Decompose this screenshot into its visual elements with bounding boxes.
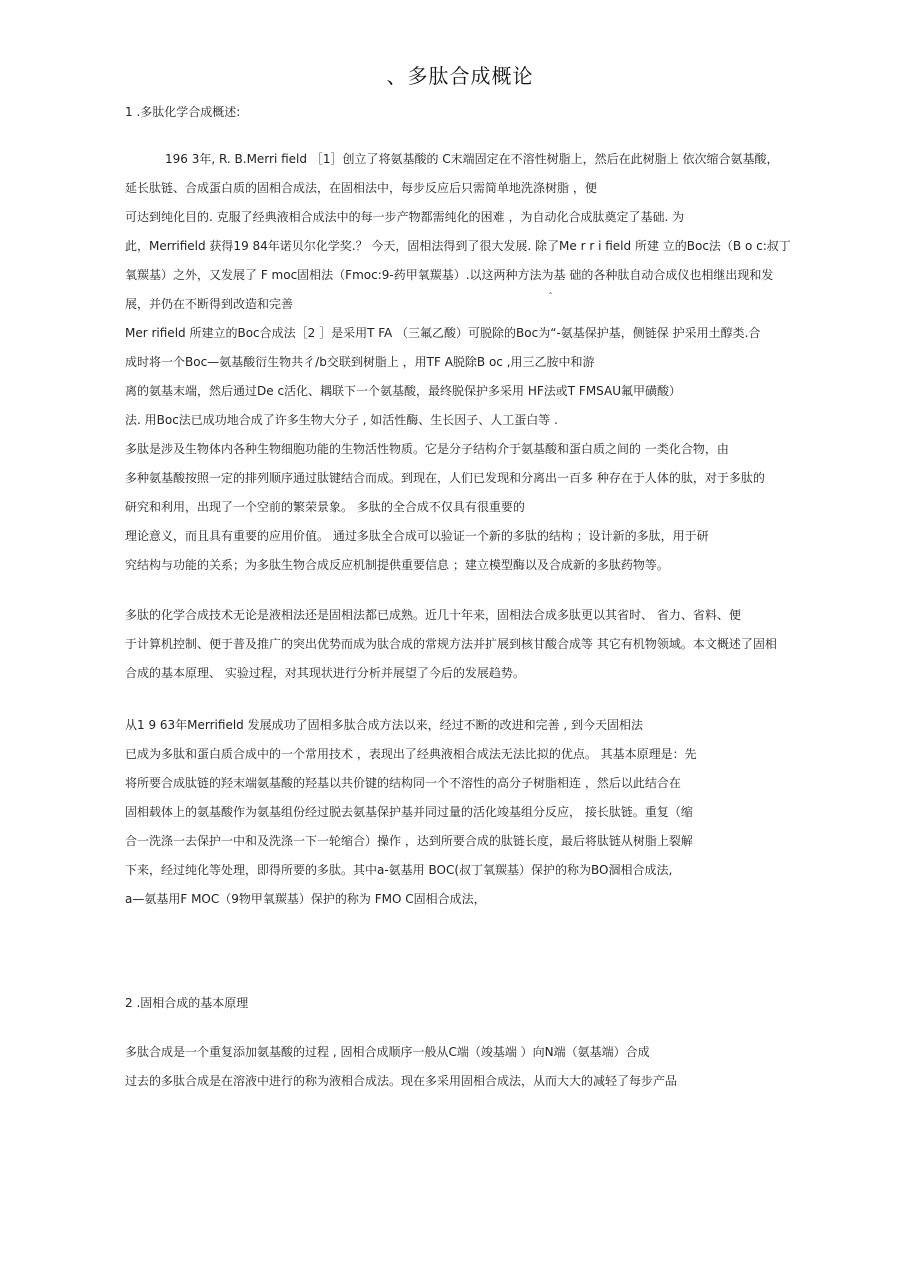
text-line: 合成的基本原理、 实验过程，对其现状进行分析并展望了今后的发展趋势。: [125, 666, 525, 680]
text-line: 可达到纯化目的. 克服了经典液相合成法中的每一步产物都需纯化的困难 ，为自动化合成肽奠定了基础. 为: [125, 210, 685, 224]
text-line: 展，并仍在不断得到改造和完善: [125, 297, 294, 311]
text-line: 从1 9 63年Merrifield 发展成功了固相多肽合成方法以来，经过不断的改进和完善 , 到今天固相法: [125, 718, 644, 732]
text-line: 已成为多肽和蛋白质合成中的一个常用技术 ，表现出了经典液相合成法无法比拟的优点。 其基本原理是：先: [125, 747, 697, 761]
text-line: 多肽合成是一个重复添加氨基酸的过程 , 固相合成顺序一般从C端（竣基端 ）向N端（氨基端）合成: [125, 1045, 650, 1059]
text-line: 多种氨基酸按照一定的排列顺序通过肽键结合而成。到现在，人们已发现和分离出一百多 种存在于人体的肽，对于多肽的: [125, 471, 765, 485]
text-line: 成时将一个Boc—氨基酸衍生物共彳/b交联到树脂上 ，用TF A脱除B oc ,用三乙胺中和游: [125, 355, 595, 369]
text-line: a—氨基用F MOC（9物甲氧羰基）保护的称为 FMO C固相合成法，: [125, 892, 486, 906]
text-line: 研究和利用，出现了一个空前的繁荣景象。 多肽的全合成不仅具有很重要的: [125, 500, 525, 514]
text-line: 此，Merrifield 获得19 84年诺贝尔化学奖.？ 今天，固相法得到了很大发展. 除了Me r r i field 所建 立的Boc法（B o c:叔丁: [125, 239, 791, 253]
text-line: 氧羰基）之外，又发展了 F moc固相法（Fmoc:9-药甲氧羰基）.以这两种方法为基 础的各种肽自动合成仪也相继出现和发: [125, 268, 774, 282]
caret-mark: ˆ: [548, 292, 553, 303]
text-line: 法. 用Boc法已成功地合成了许多生物大分子 , 如活性酶、生长因子、人工蛋白等 .: [125, 413, 558, 427]
text-line: 固相载体上的氨基酸作为氨基组份经过脱去氨基保护基并同过量的活化竣基组分反应， 接长肽链。重复（缩: [125, 805, 693, 819]
text-line: 合一洗涤一去保护一中和及洗涤一下一轮缩合）操作 ，达到所要合成的肽链长度，最后将肽链从树脂上裂解: [125, 834, 693, 848]
text-line: 究结构与功能的关系；为多肽生物合成反应机制提供重要信息 ；建立模型酶以及合成新的多肽药物等。: [125, 558, 669, 572]
text-line: 将所要合成肽链的羟末端氨基酸的羟基以共价键的结构同一个不溶性的高分子树脂相连 ，然后以此结合在: [125, 776, 681, 790]
document-title: 、多肽合成概论: [386, 64, 534, 88]
section-heading-2: 2 .固相合成的基本原理: [125, 996, 249, 1010]
text-line: 离的氨基末端，然后通过De c活化、耦联下一个氨基酸，最终脱保护多采用 HF法或T FMSAU氟甲磺酸）: [125, 384, 682, 398]
text-line: 下来，经过纯化等处理，即得所要的多肽。其中a-氨基用 BOC(叔丁氧羰基）保护的称为BO涸相合成法,: [125, 863, 673, 877]
section-heading-1: 1 .多肽化学合成概述:: [125, 105, 241, 119]
text-line: 于计算机控制、便于普及推广的突出优势而成为肽合成的常规方法并扩展到核甘酸合成等 其它有机物领域。本文概述了固相: [125, 637, 777, 651]
text-line: Mer rifield 所建立的Boc合成法［2 ］是采用T FA （三氟乙酸）可脱除的Boc为“-氨基保护基，侧链保 护采用土醇类.合: [125, 326, 761, 340]
text-line: 理论意义，而且具有重要的应用价值。 通过多肽全合成可以验证一个新的多肽的结构 ；设计新的多肽，用于研: [125, 529, 709, 543]
text-line: 多肽是涉及生物体内各种生物细胞功能的生物活性物质。它是分子结构介于氨基酸和蛋白质之间的 一类化合物，由: [125, 442, 729, 456]
text-line: 延长肽链、合成蛋白质的固相合成法，在固相法中，每步反应后只需简单地洗涤树脂 ，便: [125, 181, 597, 195]
text-line: 多肽的化学合成技术无论是液相法还是固相法都已成熟。近几十年来，固相法合成多肽更以其省时、 省力、省料、便: [125, 608, 741, 622]
text-line: 196 3年, R. B.Merri field ［1］创立了将氨基酸的 C末端固定在不溶性树脂上，然后在此树脂上 依次缩合氨基酸，: [165, 152, 779, 166]
text-line: 过去的多肽合成是在溶液中进行的称为液相合成法。现在多采用固相合成法，从而大大的减轻了每步产品: [125, 1074, 678, 1088]
